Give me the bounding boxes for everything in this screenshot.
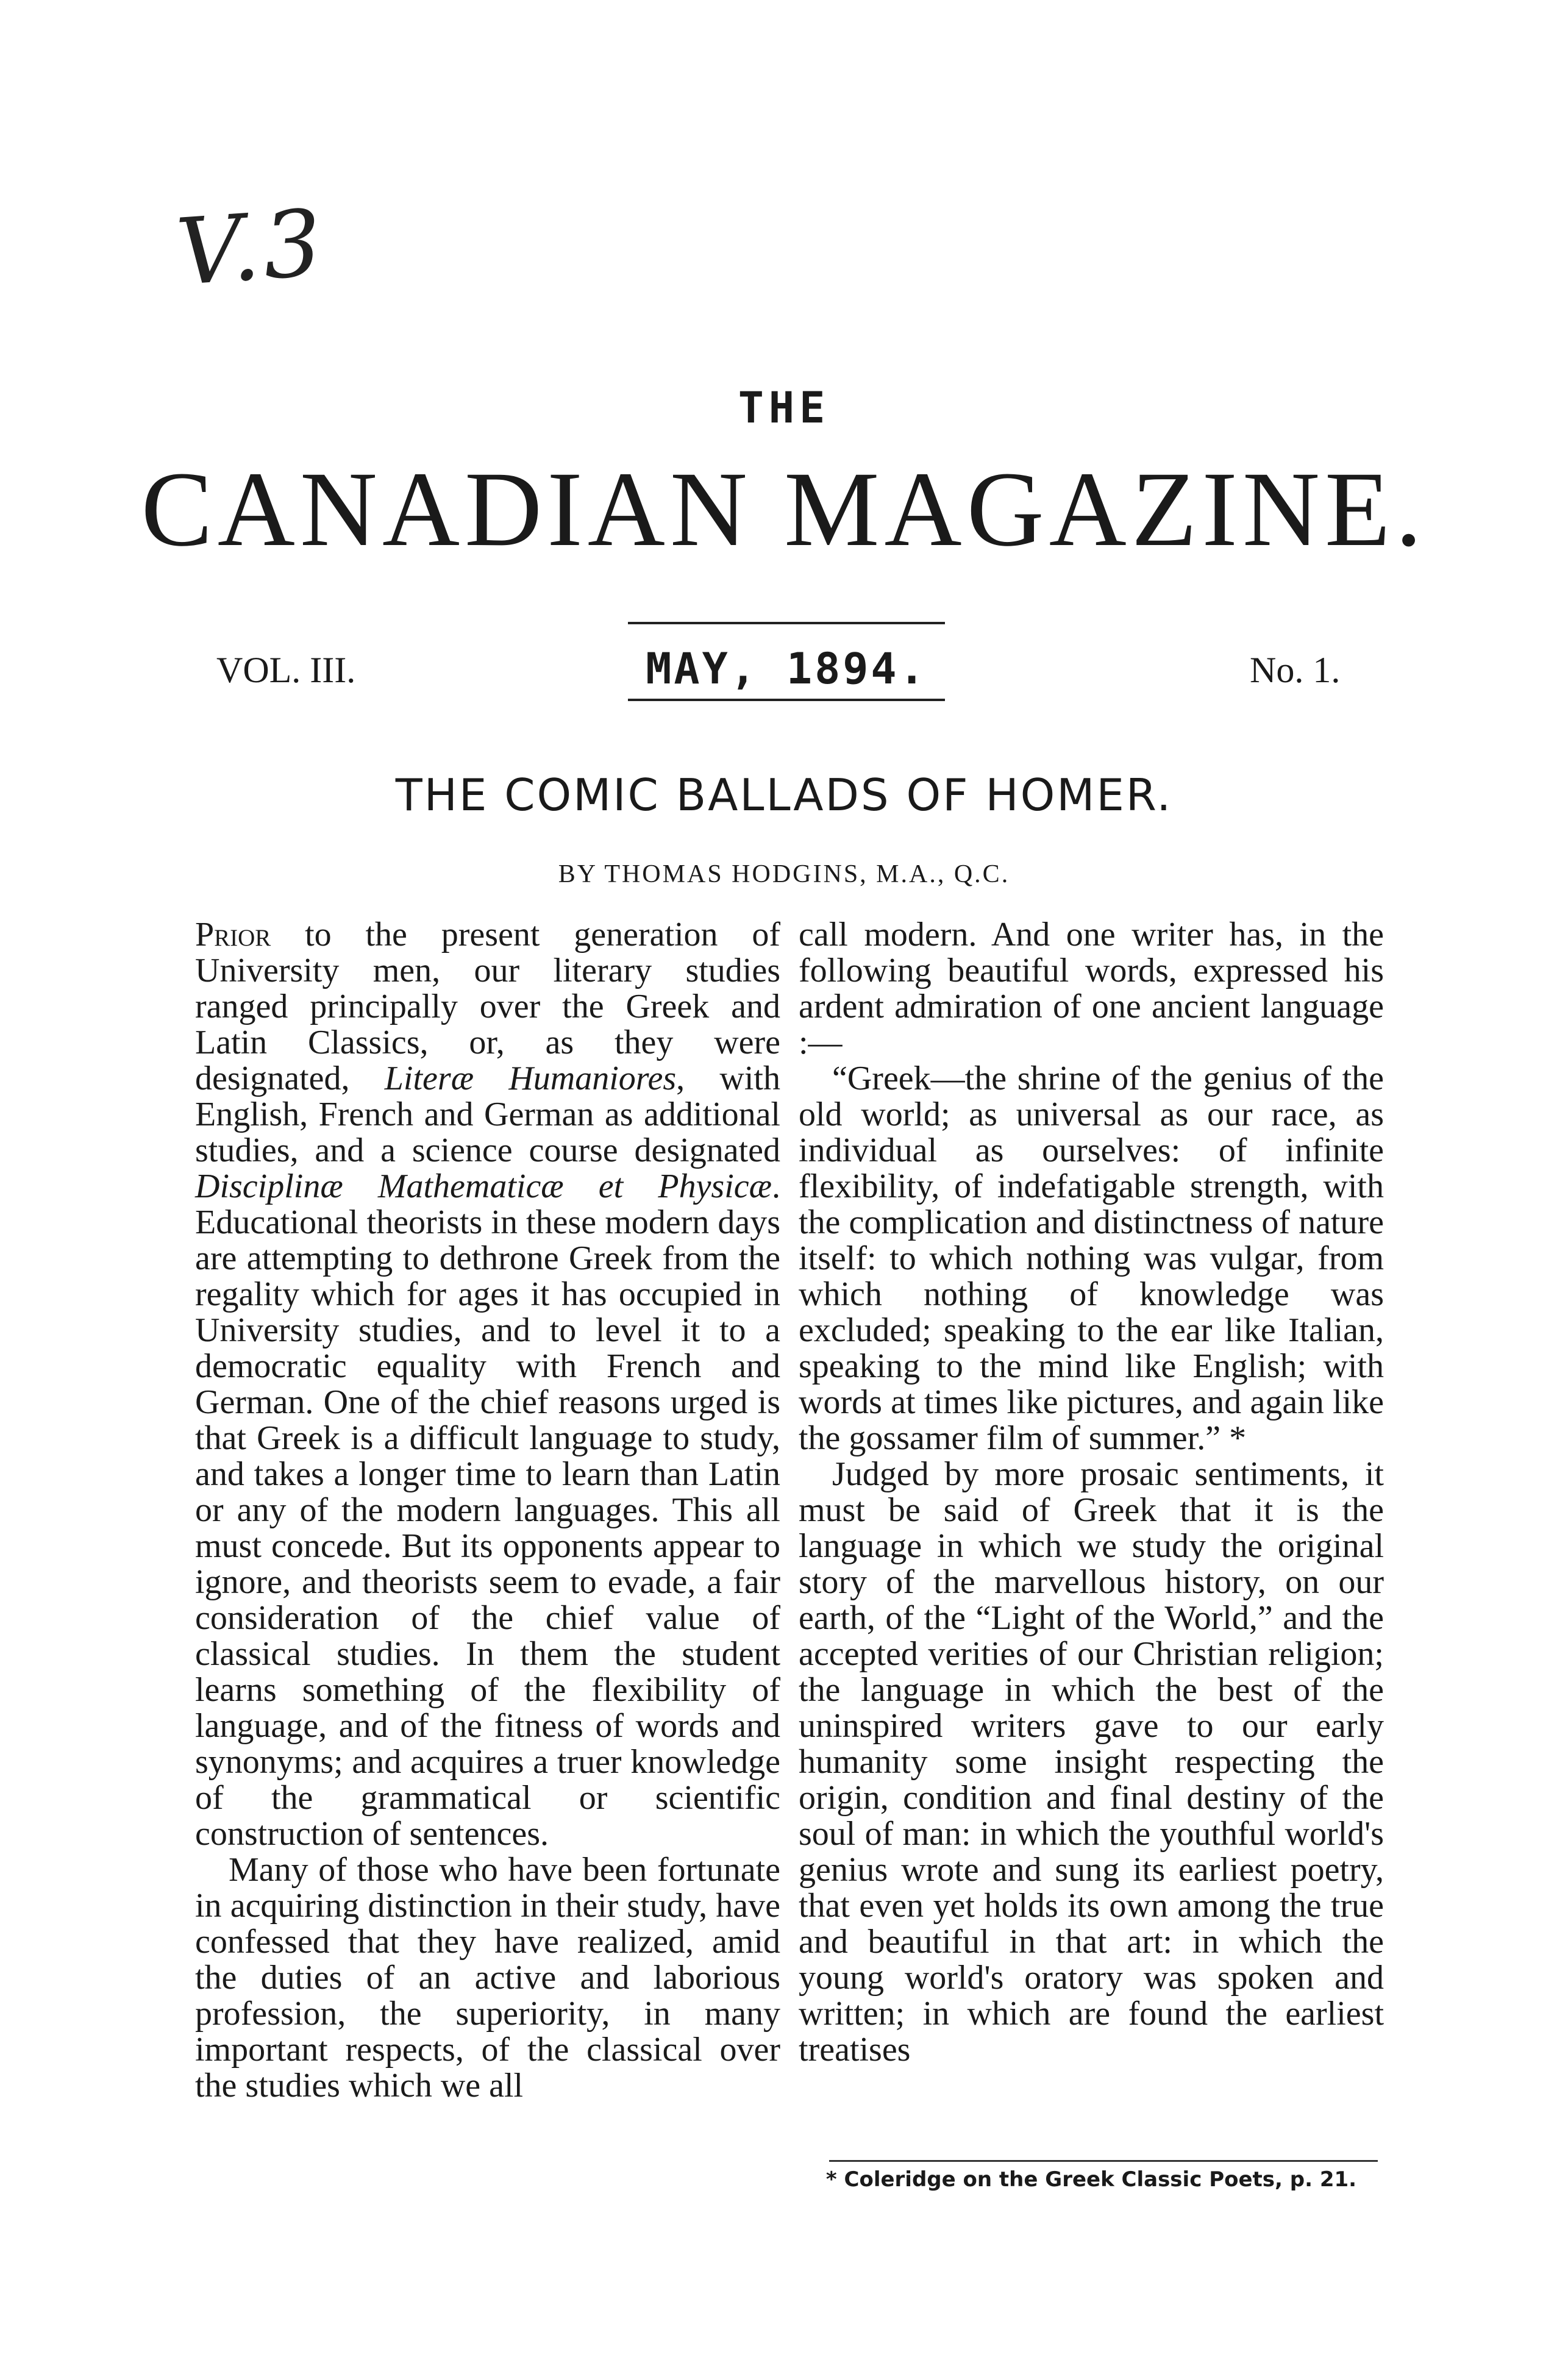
left-column bbox=[195, 917, 780, 2104]
issue-number: No. 1. bbox=[1250, 650, 1341, 690]
footnote-rule bbox=[829, 2160, 1378, 2162]
volume-label: VOL. III. bbox=[216, 650, 356, 690]
date-rule-top bbox=[628, 622, 945, 624]
left-paragraph-1: Prior to the present generation of University men, our literary studies ranged principally over the Greek and Latin Classics, or, as they were designated, Literæ Humaniores, with English, French and German as additional studies, and a science course designated Disciplinæ Mathematicæ et Physicæ. Educational theorists in these modern days are attempting to dethrone Greek from the regality which for ages it has occupied in University studies, and to level it to a democratic equality with French and German. One of the chief reasons urged is that Greek is a difficult language to study, and takes a longer time to learn than Latin or any of the modern languages. This all must concede. But its opponents appear to ignore, and theorists seem to evade, a fair consideration of the chief value of classical studies. In them the student learns something of the flexibility of language, and of the fitness of words and synonyms; and acquires a truer knowledge of the grammatical or scientific construction of sentences. bbox=[195, 916, 780, 1853]
right-paragraph-2-quote: “Greek—the shrine of the genius of the old world; as universal as our race, as individual as ourselves: of infinite flexibility, of indefatigable strength, with the complication and distinctness of nature itself: to which nothing was vulgar, from which nothing of knowledge was excluded; speaking to the ear like Italian, speaking to the mind like English; with words at times like pictures, and again like the gossamer film of summer.” * bbox=[799, 1060, 1384, 1457]
right-paragraph-3: Judged by more prosaic sentiments, it must be said of Greek that it is the language in which we study the original story of the marvellous history, on our earth, of the “Light of the World,” and the accepted verities of our Christian religion; the language in which the best of the uninspired writers gave to our early humanity some insight respecting the origin, condition and final destiny of the soul of man: in which the youthful world's genius wrote and sung its earliest poetry, that even yet holds its own among the true and beautiful in that art: in which the young world's oratory was spoken and written; in which are found the earliest treatises bbox=[799, 1455, 1384, 2069]
left-paragraph-2: Many of those who have been fortunate in acquiring distinction in their study, have confessed that they have realized, amid the duties of an active and laborious profession, the superiority, in many important respects, of the classical over the studies which we all bbox=[195, 1851, 780, 2105]
footnote: * Coleridge on the Greek Classic Poets, p. 21. bbox=[825, 2167, 1357, 2192]
issue-line bbox=[0, 622, 1568, 701]
article-title: THE COMIC BALLADS OF HOMER. bbox=[395, 769, 1173, 821]
magazine-title: CANADIAN MAGAZINE. bbox=[141, 450, 1427, 569]
article-byline: BY THOMAS HODGINS, M.A., Q.C. bbox=[558, 860, 1010, 888]
handwritten-volume-note: V.3 bbox=[173, 190, 329, 307]
drop-word: Prior bbox=[195, 916, 271, 954]
date-rule-bottom bbox=[628, 699, 945, 701]
masthead-the: THE bbox=[738, 383, 830, 433]
right-column bbox=[799, 917, 1384, 2068]
issue-date: MAY, 1894. bbox=[646, 644, 927, 694]
right-paragraph-1: call modern. And one writer has, in the following beautiful words, expressed his ardent admiration of one ancient language :— bbox=[799, 916, 1384, 1061]
